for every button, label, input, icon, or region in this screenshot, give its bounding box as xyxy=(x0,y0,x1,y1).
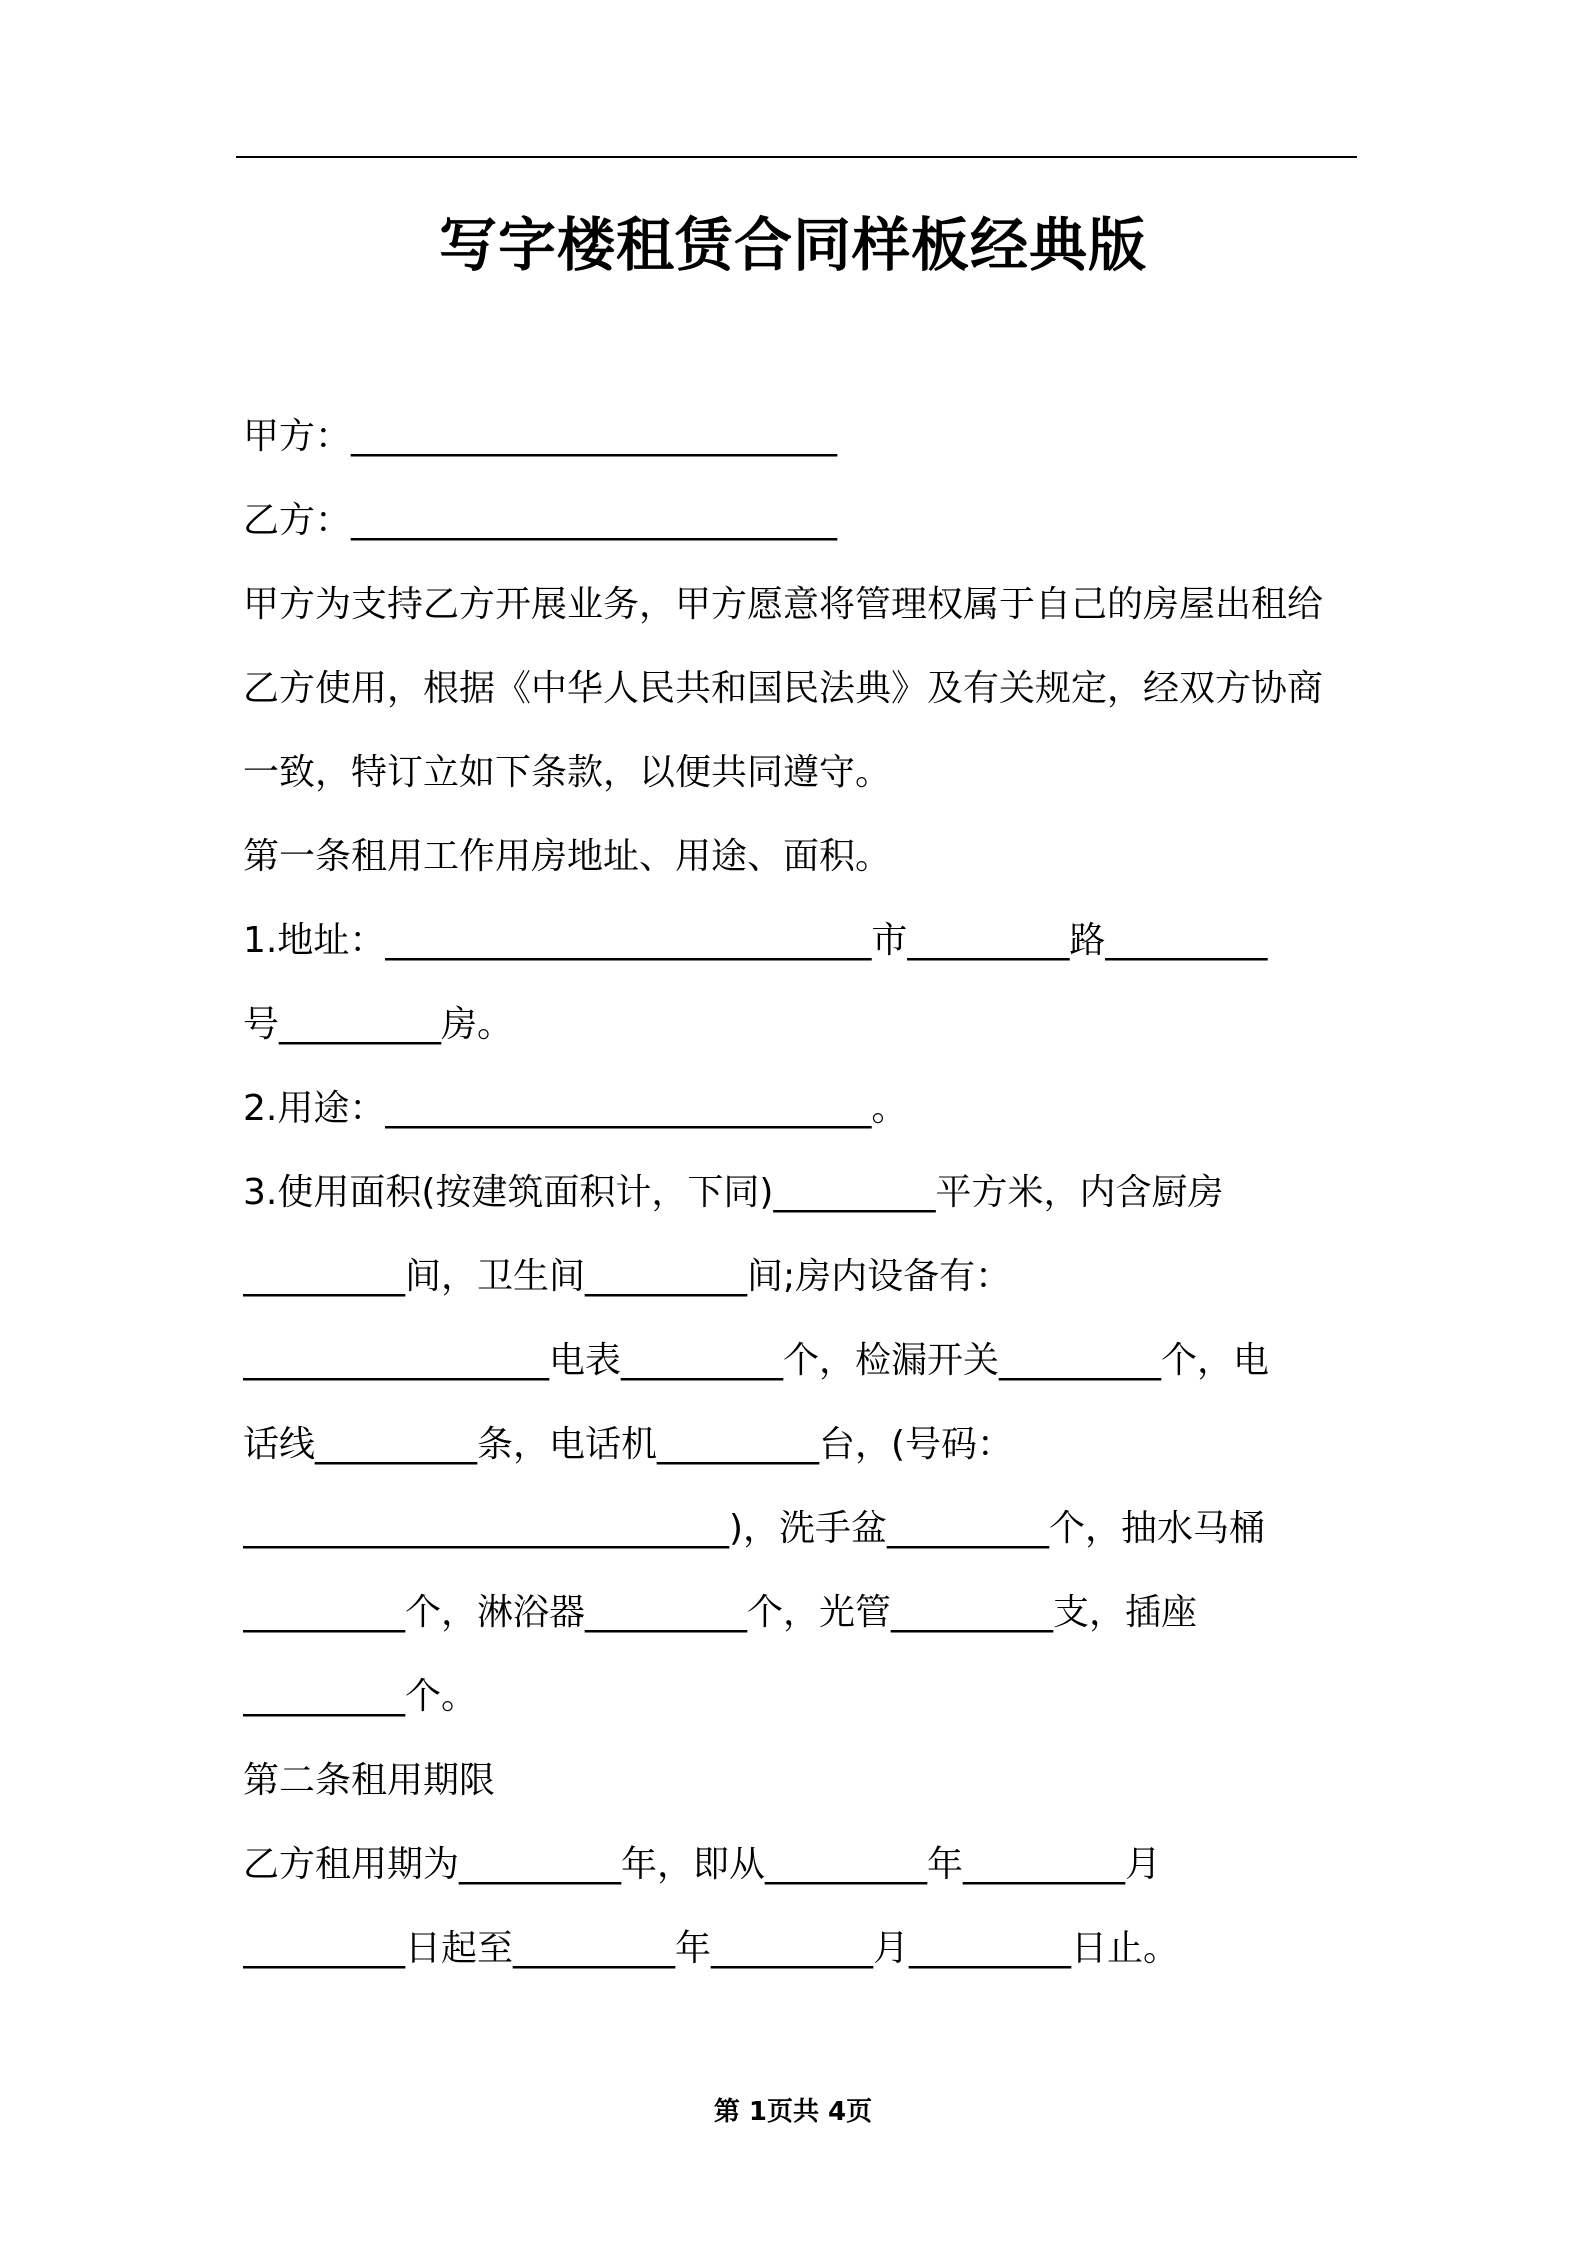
term-line-1: 乙方租用期为_________年，即从_________年_________月 xyxy=(243,1844,1162,1885)
address-line-2: 号_________房。 xyxy=(243,1004,514,1045)
equipment-line-2: 话线_________条，电话机_________台，(号码： xyxy=(243,1424,1014,1465)
preamble-line-2: 乙方使用，根据《中华人民共和国民法典》及有关规定，经双方协商 xyxy=(243,668,1324,709)
document-body xyxy=(243,395,1353,1991)
equipment-line-1: _________________电表_________个，检漏开关_________个，电 xyxy=(243,1340,1270,1381)
party-b-line: 乙方：___________________________ xyxy=(243,500,838,541)
equipment-line-5: _________个。 xyxy=(243,1676,478,1717)
area-line-2: _________间，卫生间_________间;房内设备有： xyxy=(243,1256,1012,1297)
equipment-line-3: ___________________________)，洗手盆_________个，抽水马桶 xyxy=(243,1508,1266,1549)
preamble-line-3: 一致，特订立如下条款，以便共同遵守。 xyxy=(243,752,892,793)
purpose-line: 2.用途：___________________________。 xyxy=(243,1088,908,1129)
header-rule xyxy=(236,156,1357,158)
party-a-line: 甲方：___________________________ xyxy=(243,416,838,457)
page-number-footer: 第 1页共 4页 xyxy=(713,2097,873,2127)
document-title: 写字楼租赁合同样板经典版 xyxy=(438,211,1147,279)
equipment-line-4: _________个，淋浴器_________个，光管_________支，插座 xyxy=(243,1592,1198,1633)
address-line-1: 1.地址：___________________________市_________路_________ xyxy=(243,920,1268,961)
article-2-heading: 第二条租用期限 xyxy=(243,1760,496,1801)
area-line-1: 3.使用面积(按建筑面积计，下同)_________平方米，内含厨房 xyxy=(243,1172,1224,1213)
term-line-2: _________日起至_________年_________月_________日止。 xyxy=(243,1928,1180,1969)
preamble-line-1: 甲方为支持乙方开展业务，甲方愿意将管理权属于自己的房屋出租给 xyxy=(243,584,1324,625)
article-1-heading: 第一条租用工作用房地址、用途、面积。 xyxy=(243,836,892,877)
